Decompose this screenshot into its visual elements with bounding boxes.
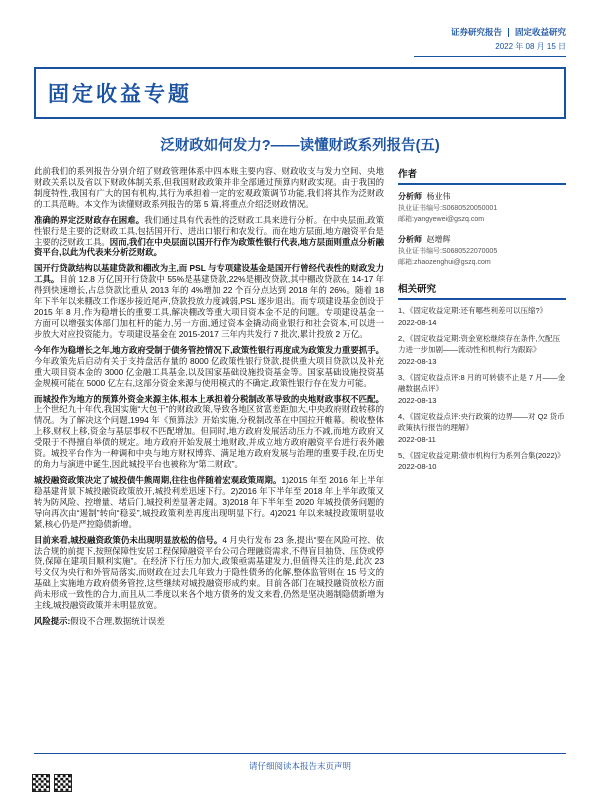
related-research-section — [398, 281, 566, 471]
paragraph-lead: 目前来看,城投融资政策仍未出现明显放松的信号。 — [34, 534, 223, 545]
related-item-title: 5、《固定收益定期:债市机构行为系列合集(2022)》 — [398, 450, 565, 460]
paragraph-lead: 而城投作为地方的预算外资金来源主体,根本上承担着分税制改革导致的央地财政事权不匹配。 — [34, 393, 384, 404]
related-item — [398, 373, 566, 405]
page-header — [34, 26, 566, 57]
author-role: 分析师 — [398, 192, 422, 201]
paragraph-lead: 准确的界定泛财政存在困难。 — [34, 214, 145, 225]
author-name-line — [398, 234, 566, 245]
header-rule — [414, 56, 566, 57]
related-item-title: 1、《固定收益定期:还有哪些利差可以压缩?》 — [398, 306, 548, 316]
paragraph — [34, 263, 384, 339]
qr-code-icon — [32, 774, 50, 792]
paragraph — [34, 394, 384, 470]
report-type-box — [34, 67, 566, 119]
related-item — [398, 334, 566, 366]
paragraph-text: 1)2015 年至 2016 年上半年稳基建背景下城投融资政策放开,城投利差迅速下行。2)2016 年下半年至 2018 年上半年政策又转为防风险、控增量、堵后门,城投利差显著走阔。3)2018 年下半年至 2020 年城投债务问题的导向再次由“遏制”转向“稳妥”,城投政策利差再度出现明显下行。4)2021 年以来城投政策明显收紧,核心仍是严控隐债新增。 — [34, 474, 384, 529]
related-section-title: 相关研究 — [398, 281, 566, 300]
paragraph — [34, 215, 384, 259]
paragraph-text: 4 月央行发布 23 条,提出“要在风险可控、依法合规的前提下,按照保障性安居工程保障融资平台公司合理融资需求,不得盲目抽贷、压贷或停贷,保障在建项目顺利实施”。在经济下行压力加大,政策亟需基建发力,但值得关注的是,此次 23 号文仅为央行和外管局落实,而财政在过去几年致力于隐性债务的化解,整体监管则在 15 号文的基础上实施地方政府债务管控,这些继续对城投融资形成约束。目前各部门在城投融资放松方面尚未形成一致性的合力,而且从二季度以来各个地方债务的发文来看,仍然是坚决遏制隐债新增为主线,城投融资政策并未明显放宽。 — [34, 534, 384, 611]
related-item — [398, 451, 566, 472]
author-role: 分析师 — [398, 234, 422, 244]
author-cert: 执业证书编号:S0680520050001 — [398, 205, 498, 212]
qr-code-icon — [54, 774, 72, 792]
page-title: 泛财政如何发力?——读懂财政系列报告(五) — [160, 138, 440, 154]
paragraph — [34, 535, 384, 611]
sidebar — [398, 166, 566, 478]
divider-bar — [508, 28, 509, 37]
related-item-date: 2022-08-11 — [398, 434, 436, 444]
paragraph-lead: 今年作为稳增长之年,地方政府受制于债务管控情况下,政策性银行再度成为政策发力重要抓手。 — [34, 344, 384, 355]
paragraph — [34, 475, 384, 530]
author-email: 邮箱:yangyewei@gszq.com — [398, 215, 485, 223]
report-category — [451, 26, 566, 38]
report-date: 2022 年 08 月 15 日 — [495, 42, 566, 51]
paragraph-tail: 因而,我们在中央层面以国开行作为政策性银行代表,地方层面则重点分析融资平台,以此为代表来分析泛财政。 — [34, 236, 384, 258]
risk-label: 风险提示: — [34, 616, 71, 627]
author-block — [398, 234, 566, 269]
related-item-date: 2022-08-13 — [398, 357, 437, 366]
author-name: 杨业伟 — [426, 192, 451, 201]
author-cert: 执业证书编号:S0680522070005 — [398, 247, 498, 255]
author-name: 赵增辉 — [426, 234, 451, 244]
related-item-title: 3、《固定收益点评:8 月的可转债不止是 7 月——金融数据点评》 — [398, 373, 566, 393]
category-primary: 证券研究报告 — [450, 27, 502, 37]
report-type-label: 固定收益专题 — [48, 83, 192, 106]
content-columns — [34, 166, 566, 632]
paragraph-text: 我们通过具有代表性的泛财政工具来进行分析。在中央层面,政策性银行是主要的泛财政工具,包括国开行、进出口银行和农发行。而在地方层面,地方融资平台是主要的泛财政工具。 — [34, 214, 385, 247]
paragraph-lead: 城投融资政策决定了城投债牛熊周期,往往也伴随着宏观政策周期。 — [34, 474, 282, 485]
paragraph-text: 目前 12.8 万亿国开行贷款中 55%是基建贷款,22%是棚改贷款,其中棚改贷款在 14-17 年得到快速增长,占总贷款比重从 2013 年的 4%增加 22 个百分点达到 2018 年的 26%。随着 18 年下半年以来棚改工作逐步接近尾声,贷款投放力度减弱,PSL 逐步退出。而专项建设基金创设于 2015 年 8 月,作为稳增长的重要工具,解决棚改等重大项目资本金不足的问题。专项建设基金一方面可以增强实体部门加杠杆的能力,另一方面,通过资本金撬动商业银行和社会资本,可以进一步放大对应投资能力。专项建设基金在 2015-2017 三年内共发行 7 批次,累计投放 2 万亿。 — [34, 274, 385, 339]
paragraph — [34, 345, 384, 389]
footer-rule — [34, 753, 566, 754]
main-text-column — [34, 166, 384, 632]
footer-qr-group — [32, 774, 72, 792]
paragraph — [34, 166, 384, 210]
related-item-title: 4、《固定收益点评:央行政策的边界——对 Q2 货币政策执行报告的理解》 — [398, 411, 565, 432]
category-secondary: 固定收益研究 — [514, 27, 566, 37]
authors-section-title: 作者 — [398, 166, 566, 185]
author-name-line — [398, 191, 566, 202]
related-item-date: 2022-08-14 — [398, 318, 437, 328]
related-item-title: 2、《固定收益定期:资金宽松继续存在条件,欠配压力进一步加剧——流动性和机构行为跟踪》 — [398, 334, 561, 355]
footer-disclaimer: 请仔细阅读本报告末页声明 — [248, 761, 351, 771]
paragraph-text: 上个世纪九十年代,我国实施“大包干”的财政政策,导致各地区贫富差距加大,中央政府财政转移的情况。为了解决这个问题,1994 年《预算法》开始实施,分税制改革在中国拉开帷幕。税收整体上移,财权上移,资金与基层事权不匹配增加。但同时,地方政府发展活动压力不减,而地方政府又受限于不得擅自举债的规定。地方政府开始发展土地财政,并成立地方政府融资平台进行表外融资。城投平台作为一种调和中央与地方财权博弈、满足地方政府发展与治理的重要手段,在历史的角力与演进中诞生,因此城投平台也被称为“第二财政”。 — [34, 404, 384, 470]
risk-text: 假设不合理,数据统计误差 — [70, 616, 165, 627]
author-email: 邮箱:zhaozenghui@gszq.com — [398, 258, 491, 266]
related-item-date: 2022-08-13 — [398, 395, 437, 405]
authors-section — [398, 166, 566, 268]
risk-note — [34, 616, 384, 627]
author-block — [398, 191, 566, 226]
paragraph-text: 此前我们的系列报告分别介绍了财政管理体系中四本账主要内容、财政收支与发力空间、央地财政关系以及省以下财政体制关系,但我国财政政策并非全部通过预算内财政实现。由于我国的制度特性,我国有广大的国有机构,其行为承担着一定的宏观政策调节功能,我们将其作为泛财政的工具范畴。本文作为读懂财政系列报告的第 5 篇,将重点介绍泛财政情况。 — [34, 166, 384, 209]
paragraph-lead: 国开行贷款结构以基建贷款和棚改为主,而 PSL 与专项建设基金是国开行曾经代表性的财政发力工具。 — [34, 263, 384, 285]
related-item — [398, 306, 566, 327]
paragraph-text: 今年政策先后启动有关于支持盘活存量的 8000 亿政策性银行贷款,提供重大项目贷款以及补充重大项目资本金的 3000 亿金融工具基金,以及国家基础设施投资基金等。国家基础设施投资基金规模可能在 5000 亿左右,这部分资金来源与使用模式的不确定,政策性银行存在发力可能。 — [34, 355, 384, 388]
related-item-date: 2022-08-10 — [398, 462, 437, 472]
related-item — [398, 412, 566, 444]
